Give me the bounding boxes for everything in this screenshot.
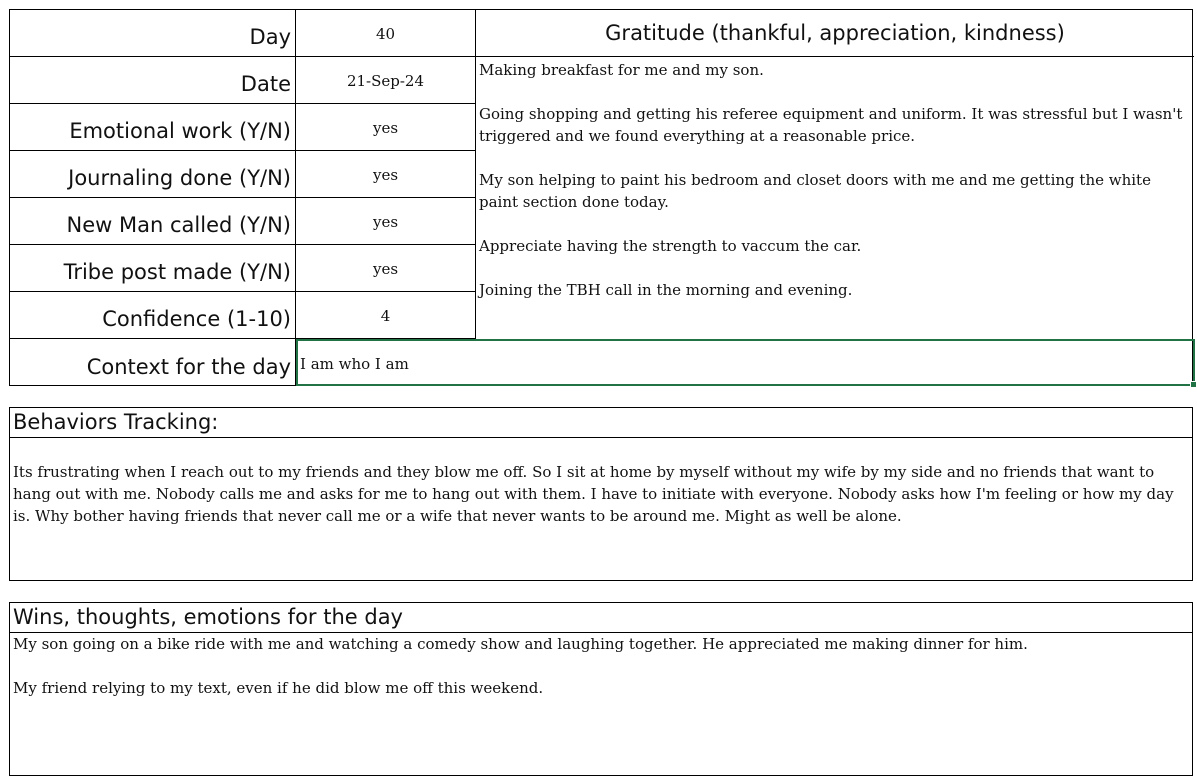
new-man-called-label[interactable]: New Man called (Y/N) — [10, 198, 296, 244]
wins-entry: My son going on a bike ride with me and watching a comedy show and laughing together. He appreciated me making dinner for him. — [13, 635, 1028, 653]
row-day — [10, 10, 476, 57]
context-value-cell[interactable] — [296, 339, 1195, 386]
wins-title[interactable]: Wins, thoughts, emotions for the day — [10, 603, 1192, 633]
fill-handle[interactable] — [1190, 381, 1197, 388]
confidence-label[interactable]: Confidence (1-10) — [10, 292, 296, 338]
behaviors-section — [9, 407, 1193, 581]
behaviors-title[interactable]: Behaviors Tracking: — [10, 408, 1192, 438]
wins-body-cell[interactable] — [10, 633, 1192, 699]
wins-entry: My friend relying to my text, even if he did blow me off this weekend. — [13, 679, 544, 697]
row-confidence — [10, 292, 476, 339]
emotional-work-label[interactable]: Emotional work (Y/N) — [10, 104, 296, 150]
gratitude-entry: Joining the TBH call in the morning and evening. — [479, 281, 853, 299]
context-value: I am who I am — [300, 354, 409, 373]
emotional-work-value[interactable]: yes — [296, 104, 476, 150]
row-context — [10, 339, 1192, 386]
day-value[interactable]: 40 — [296, 10, 476, 56]
row-journaling — [10, 151, 476, 198]
gratitude-entry: Going shopping and getting his referee equipment and uniform. It was stressful but I wasn't triggered and we found everything at a reasonable price. — [479, 105, 1183, 145]
gratitude-entry: Appreciate having the strength to vaccum the car. — [479, 237, 862, 255]
tribe-post-value[interactable]: yes — [296, 245, 476, 291]
behaviors-body-cell[interactable] — [10, 438, 1192, 527]
gratitude-entry: Making breakfast for me and my son. — [479, 61, 764, 79]
date-value[interactable]: 21-Sep-24 — [296, 57, 476, 103]
row-tribe-post — [10, 245, 476, 292]
confidence-value[interactable]: 4 — [296, 292, 476, 338]
daily-tracker-grid — [9, 9, 1193, 386]
wins-section — [9, 602, 1193, 776]
row-emotional-work — [10, 104, 476, 151]
tribe-post-label[interactable]: Tribe post made (Y/N) — [10, 245, 296, 291]
date-label[interactable]: Date — [10, 57, 296, 103]
gratitude-entry: My son helping to paint his bedroom and closet doors with me and me getting the white paint section done today. — [479, 171, 1151, 211]
behaviors-text: Its frustrating when I reach out to my friends and they blow me off. So I sit at home by myself without my wife by my side and no friends that want to hang out with me. Nobody calls me and asks for me to hang out with them. I have to initiate with everyone. Nobody asks how I'm feeling or how my day is. Why bother having friends that never call me or a wife that never wants to be around me. Might as well be alone. — [13, 463, 1174, 525]
day-label[interactable]: Day — [10, 10, 296, 56]
context-label[interactable]: Context for the day — [10, 339, 296, 386]
row-new-man-called — [10, 198, 476, 245]
journaling-value[interactable]: yes — [296, 151, 476, 197]
gratitude-header[interactable]: Gratitude (thankful, appreciation, kindness) — [476, 10, 1194, 57]
journaling-label[interactable]: Journaling done (Y/N) — [10, 151, 296, 197]
gratitude-body-cell[interactable] — [476, 58, 1194, 339]
new-man-called-value[interactable]: yes — [296, 198, 476, 244]
row-date — [10, 57, 476, 104]
